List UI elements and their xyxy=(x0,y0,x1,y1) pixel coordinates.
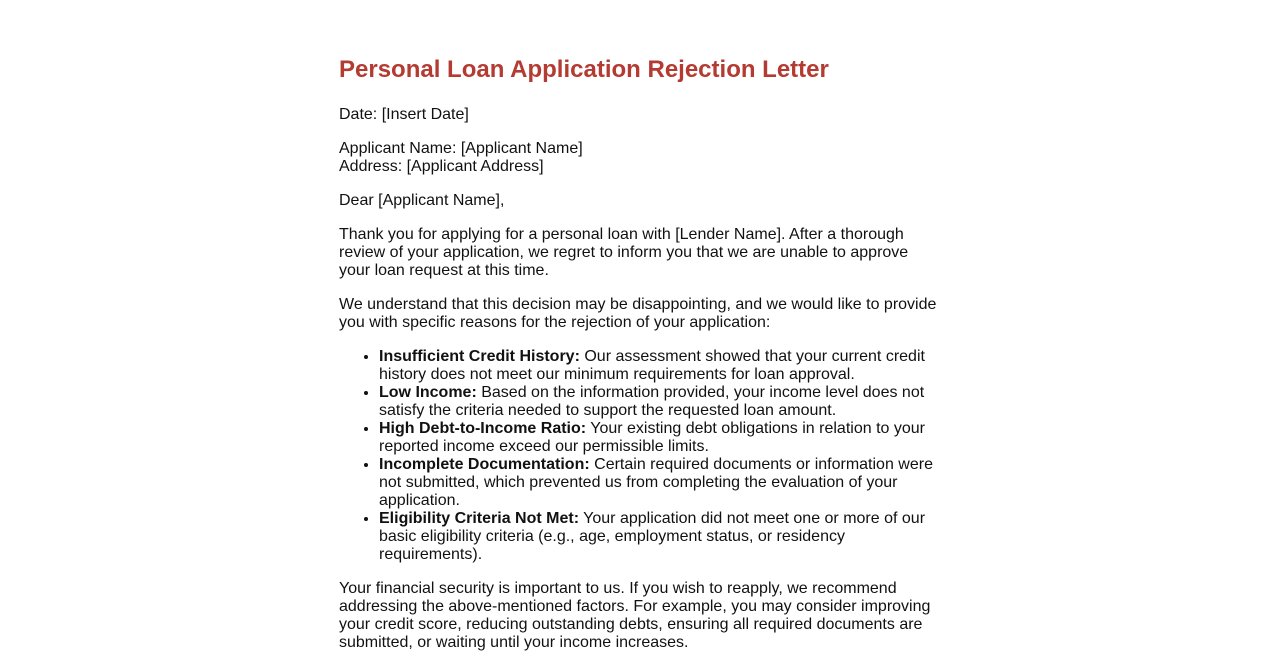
closing-paragraph: Your financial security is important to us. If you wish to reapply, we recommend addressing the above-mentioned factors. For example, you may consider improving your credit score, reducing outstanding debts, ensuring all required documents are submitted, or waiting until your income increases. xyxy=(339,580,931,651)
reason-label: Insufficient Credit History: xyxy=(379,348,580,365)
reason-label: Incomplete Documentation: xyxy=(379,456,590,473)
reason-label: Eligibility Criteria Not Met: xyxy=(379,510,580,527)
date-line: Date: [Insert Date] xyxy=(339,106,469,123)
reasons-lead-paragraph: We understand that this decision may be disappointing, and we would like to provide you with specific reasons for the rejection of your application: xyxy=(339,296,937,331)
reason-item xyxy=(379,384,939,420)
reason-item xyxy=(379,456,939,510)
reason-label: High Debt-to-Income Ratio: xyxy=(379,420,587,437)
reason-text: Your application did not meet one or more of our basic eligibility criteria (e.g., age, employment status, or residency requirements). xyxy=(379,510,926,563)
applicant-address-block xyxy=(339,140,939,176)
letter-document xyxy=(339,0,939,652)
rejection-reasons-list xyxy=(339,348,939,564)
reason-item xyxy=(379,420,939,456)
reason-text: Our assessment showed that your current credit history does not meet our minimum requirements for loan approval. xyxy=(379,348,925,383)
reason-item xyxy=(379,510,939,564)
intro-paragraph: Thank you for applying for a personal loan with [Lender Name]. After a thorough review of your application, we regret to inform you that we are unable to approve your loan request at this time. xyxy=(339,226,909,279)
reason-text: Your existing debt obligations in relation to your reported income exceed our permissible limits. xyxy=(379,420,925,455)
reason-item xyxy=(379,348,939,384)
applicant-address-line: Address: [Applicant Address] xyxy=(339,158,544,175)
salutation: Dear [Applicant Name], xyxy=(339,192,505,209)
letter-title: Personal Loan Application Rejection Letter xyxy=(339,56,829,83)
reason-text: Certain required documents or information were not submitted, which prevented us from completing the evaluation of your application. xyxy=(379,456,933,509)
applicant-name-line: Applicant Name: [Applicant Name] xyxy=(339,140,583,157)
reason-text: Based on the information provided, your income level does not satisfy the criteria needed to support the requested loan amount. xyxy=(379,384,925,419)
reason-label: Low Income: xyxy=(379,384,477,401)
